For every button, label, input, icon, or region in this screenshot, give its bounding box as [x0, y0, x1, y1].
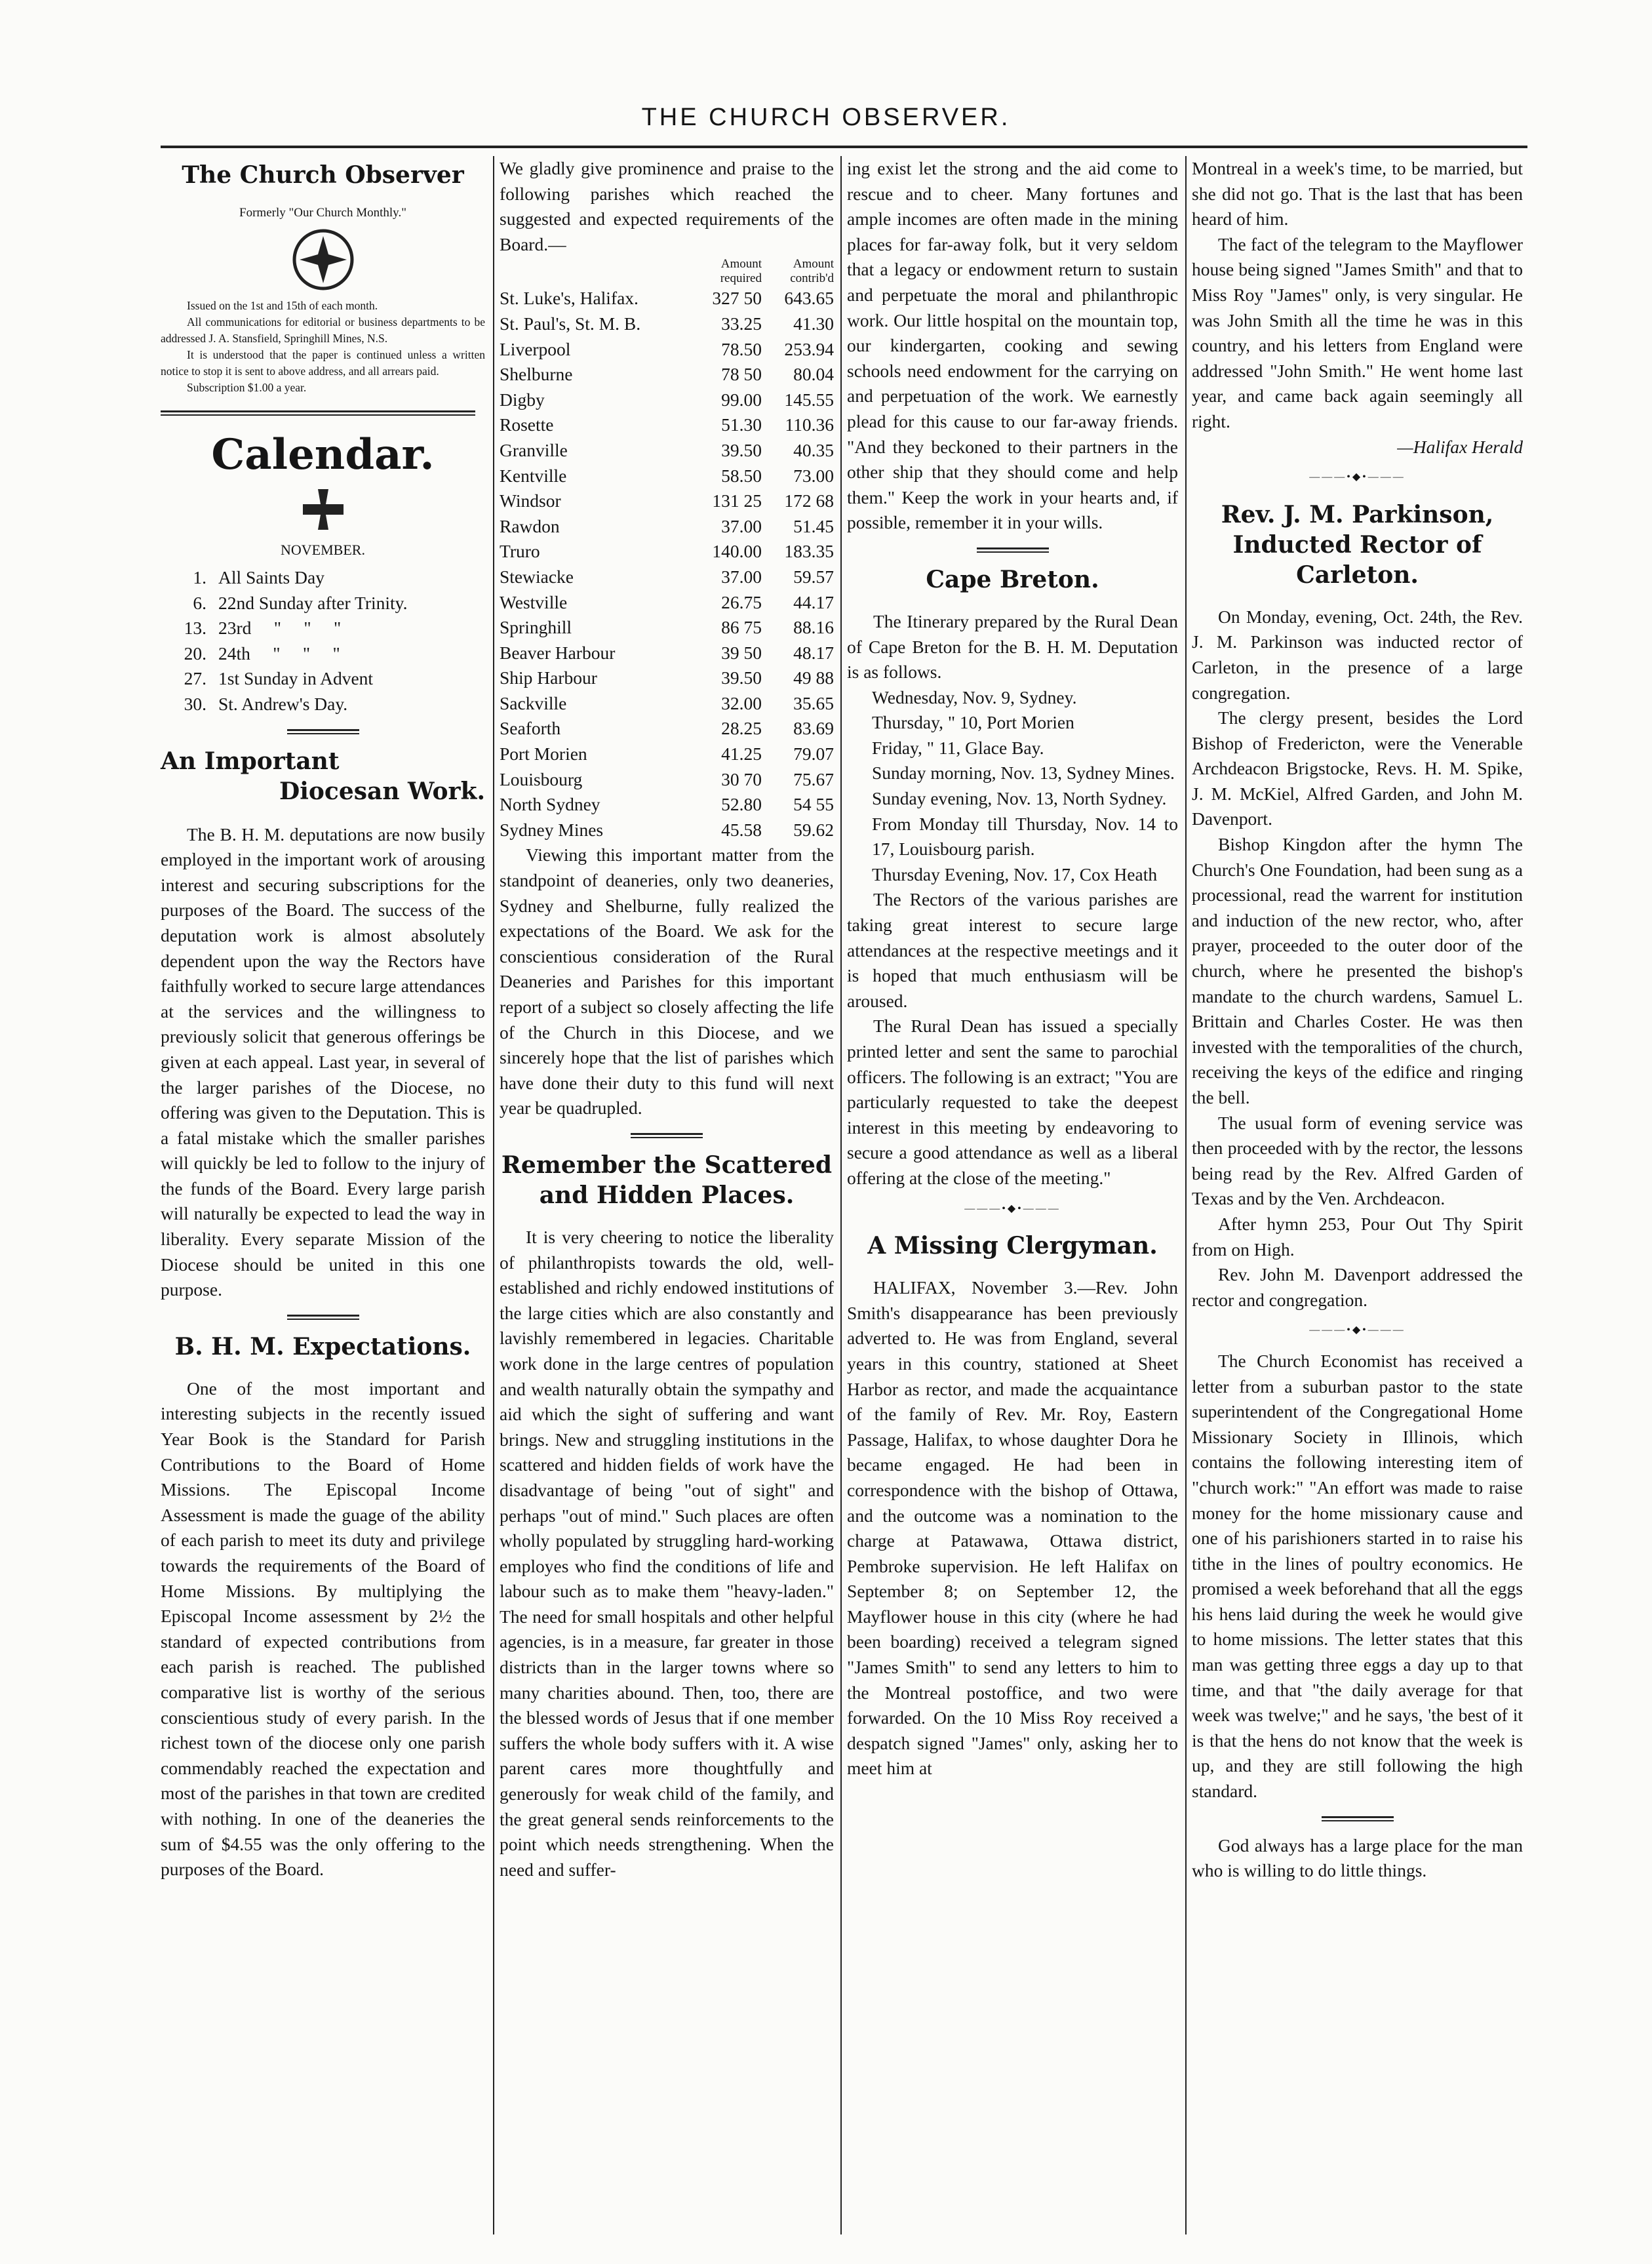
amount-required: 327 50	[712, 288, 762, 309]
table-row	[500, 311, 834, 337]
notice-subscription: Subscription $1.00 a year.	[187, 381, 307, 394]
amount-required: 32.00	[721, 692, 762, 713]
table-row	[500, 286, 834, 311]
cross-icon	[300, 487, 346, 532]
parish-name: Springhill	[500, 617, 572, 638]
amount-required: 99.00	[721, 389, 762, 410]
viewing-text: Viewing this important matter from the standpoint of deaneries, only two deaneries, Sydney and Shelburne, fully realized the expectations of the Board. We ask for the conscientious consideration of the Rural Deaneries and Parishes for this important report of a subject so closely affecting the life of the Church in this Diocese, and we sincerely hope that the list of parishes which have done their duty to this fund will next year be quadrupled.	[500, 844, 834, 1119]
amount-required: 37.00	[721, 515, 762, 536]
amount-contributed: 83.69	[793, 718, 834, 739]
amount-contributed: 79.07	[793, 744, 834, 765]
calendar-entry: 27. 1st Sunday in Advent	[184, 668, 374, 689]
amount-required: 30 70	[721, 768, 762, 789]
calendar-entry: 13. 23rd " " "	[184, 618, 342, 639]
amount-required: 39.50	[721, 439, 762, 460]
parish-name: Liverpool	[500, 338, 571, 359]
divider	[977, 547, 1049, 553]
parkinson-text: The clergy present, besides the Lord Bishop of Fredericton, were the Venerable Archdeacon Brigstocke, Revs. H. M. Spike, J. M. McKiel, Alfred Garden, and John M. Davenport.	[1192, 707, 1523, 829]
parish-name: Ship Harbour	[500, 667, 597, 688]
table-row	[500, 792, 834, 818]
parish-name: Granville	[500, 439, 568, 460]
itinerary-item: From Monday till Thursday, Nov. 14 to 17, Louisbourg parish.	[872, 813, 1178, 860]
remember-continued: ing exist let the strong and the aid come to rescue and to cheer. Many fortunes and ample incomes are often made in the mining places for far-away folk, but it very seldom that a legacy or endowment return to sustain and perpetuate the moral and philanthropic work. Our little hospital on the mountain top, our kindergarten, cooking and sewing schools need endowment for the carrying on and perpetuation of the work. We earnestly plead for this cause to our far-away friends. "And they beckoned to their partners in the other ship that they should come and help them." Keep the work in your hearts and, if possible, remember it in your wills.	[847, 158, 1178, 533]
table-row	[500, 767, 834, 793]
amount-contributed: 41.30	[793, 313, 834, 334]
amount-contributed: 88.16	[793, 617, 834, 638]
amount-contributed: 75.67	[793, 768, 834, 789]
amount-contributed: 54 55	[793, 794, 834, 815]
amount-contributed: 48.17	[793, 642, 834, 663]
itinerary-item: Sunday morning, Nov. 13, Sydney Mines.	[872, 763, 1175, 784]
amount-contributed: 44.17	[793, 591, 834, 612]
table-row	[500, 615, 834, 641]
parkinson-text: Rev. John M. Davenport addressed the rector and congregation.	[1192, 1264, 1523, 1310]
notice-issue: Issued on the 1st and 15th of each month.	[187, 299, 378, 312]
closing-text: God always has a large place for the man who is willing to do little things.	[1192, 1835, 1523, 1881]
missing-continued: Montreal in a week's time, to be married, but she did not go. That is the last that has been heard of him.	[1192, 158, 1523, 229]
itinerary-item: Sunday evening, Nov. 13, North Sydney.	[872, 788, 1167, 809]
ornament-divider: ———•◆•———	[1309, 1324, 1406, 1336]
parish-table	[500, 257, 834, 843]
column-rule-1	[493, 156, 494, 2234]
itinerary	[847, 609, 1178, 888]
amount-required: 39.50	[721, 667, 762, 688]
amount-contributed: 145.55	[784, 389, 834, 410]
column-1	[161, 156, 485, 1882]
parish-name: Rosette	[500, 414, 554, 435]
amount-contributed: 80.04	[793, 364, 834, 385]
amount-contributed: 73.00	[793, 465, 834, 486]
amount-required: 140.00	[712, 541, 762, 562]
amount-contributed: 59.57	[793, 566, 834, 587]
column-rule-2	[840, 156, 842, 2234]
table-row	[500, 641, 834, 666]
paper-subtitle: Formerly "Our Church Monthly."	[239, 206, 406, 220]
amount-contributed: 172 68	[784, 490, 834, 511]
parish-name: Digby	[500, 389, 545, 410]
amount-contributed: 110.36	[785, 414, 834, 435]
amount-contributed: 49 88	[793, 667, 834, 688]
page-masthead: THE CHURCH OBSERVER.	[641, 104, 1011, 131]
parish-name: Kentville	[500, 465, 567, 486]
amount-required: 41.25	[721, 744, 762, 765]
notice-continue: It is understood that the paper is continued unless a written notice to stop it is sent to above address, and all arrears paid.	[161, 348, 485, 378]
masthead-rule	[161, 146, 1527, 148]
divider	[1322, 1816, 1394, 1821]
parish-name: North Sydney	[500, 794, 600, 815]
amount-contributed: 183.35	[784, 541, 834, 562]
paper-title: The Church Observer	[182, 161, 464, 189]
bhm-text: One of the most important and interesting subjects in the recently issued Year Book is the Standard for Parish Contributions to the Board of Home Missions. The Episcopal Income Assessment is made the guage of the ability of each parish to meet its duty and privilege towards the requirements of the Board of Home Missions. By multiplying the Episcopal Income assessment by 2½ the standard of expected contributions from each parish is reached. The published comparative list is worthy of the serious conscientious study of every parish. In the richest town of the diocese only one parish commendably reached the expectation and most of the parishes in that town are credited with nothing. In one of the deaneries the sum of $4.55 was the only offering to the purposes of the Board.	[161, 1378, 485, 1880]
important-text: The B. H. M. deputations are now busily employed in the important work of arousing interest and securing subscriptions for the purposes of the Board. The success of the deputation work is almost absolutely dependent upon the way the Rectors have faithfully worked to secure large attendances at the services and the willingness to previously solicit that generous offerings be given at each appeal. Last year, in several of the larger parishes of the Diocese, no offering was given to the Deputation. This is a fatal mistake which the smaller parishes will quickly be led to follow to the injury of the funds of the Board. Every large parish will naturally be expected to lead the way in liberality. Every separate Mission of the Diocese should be united in this one purpose.	[161, 824, 485, 1300]
remember-title: Remember the Scattered and Hidden Places.	[501, 1151, 833, 1209]
parish-name: Westville	[500, 591, 568, 612]
ornament-divider: ———•◆•———	[1309, 471, 1406, 483]
parish-name: Sydney Mines	[500, 819, 604, 840]
cape-breton-text: The Rectors of the various parishes are taking great interest to secure large attendances at the respective meetings and it is hoped that much enthusiasm will be aroused.	[847, 889, 1178, 1011]
column-4	[1192, 156, 1523, 1884]
amount-contributed: 59.62	[793, 819, 834, 840]
parish-name: Shelburne	[500, 364, 573, 385]
parish-name: St. Luke's, Halifax.	[500, 288, 639, 309]
amount-required: 52.80	[721, 794, 762, 815]
amount-required: 131 25	[712, 490, 762, 511]
source-attribution: —Halifax Herald	[1397, 436, 1523, 457]
parish-name: Sackville	[500, 692, 567, 713]
table-row	[500, 438, 834, 464]
parish-name: Rawdon	[500, 515, 560, 536]
amount-contributed: 51.45	[793, 515, 834, 536]
table-row	[500, 590, 834, 616]
remember-text: It is very cheering to notice the liberality of philanthropists towards the old, well-established and richly endowed institutions of the large cities which are also constantly and lavishly remembered in legacies. Charitable work done in the large centres of population and wealth naturally obtain the sympathy and aid which the sight of suffering and want brings. New and struggling institutions in the scattered and hidden fields of work have the disadvantage of being "out of sight" and perhaps "out of mind." Such places are often wholly populated by struggling hard-working employes who find the conditions of life and labour such as to make them "heavy-laden." The need for small hospitals and other helpful agencies, is in a measure, far greater in those districts than in the larger towns where so many charities abound. Then, too, there are the blessed words of Jesus that if one member suffers the whole body suffers with it. A wise parent cares more thoughtfully and generously for weak child of the family, and the great general sends reinforcements to the point which needs strengthening. When the need and suffer-	[500, 1226, 834, 1880]
calendar-list	[161, 565, 485, 717]
amount-required: 37.00	[721, 566, 762, 587]
column-3	[847, 156, 1178, 1781]
table-row	[500, 665, 834, 691]
parkinson-text: Bishop Kingdon after the hymn The Church's One Foundation, had been sung as a processional, read the warrent for institution and induction of the new rector, who, after prayer, proceeded to the outer door of the church, where he presented the bishop's mandate to the church wardens, Samuel L. Brittain and Charles Coster. He was then invested with the temporalities of the church, receiving the keys of the edifice and ringing the bell.	[1192, 834, 1523, 1107]
calendar-entry: 20. 24th " " "	[184, 643, 340, 664]
calendar-entry: 6. 22nd Sunday after Trinity.	[193, 592, 408, 613]
parishes-intro: We gladly give prominence and praise to the following parishes which reached the suggested and expected requirements of the Board.—	[500, 158, 834, 254]
header-contributed: Amount contrib'd	[790, 257, 834, 286]
amount-required: 58.50	[721, 465, 762, 486]
amount-contributed: 40.35	[793, 439, 834, 460]
parish-name: St. Paul's, St. M. B.	[500, 313, 641, 334]
amount-contributed: 35.65	[793, 692, 834, 713]
calendar-entry: 30. St. Andrew's Day.	[184, 693, 348, 714]
cape-breton-title: Cape Breton.	[926, 565, 1099, 593]
divider	[161, 410, 475, 416]
telegram-text: The fact of the telegram to the Mayflower house being signed "James Smith" and that to Miss Roy "James" only, is very singular. He was John Smith all the time he was in this country, and his letters from England were addressed "John Smith." He went home last year, and came back again seemingly all right.	[1192, 233, 1523, 431]
table-header	[500, 257, 834, 286]
divider	[287, 1315, 359, 1320]
parish-name: Truro	[500, 541, 540, 562]
important-title: An Important Diocesan Work.	[161, 747, 485, 805]
itinerary-item: Thursday, " 10, Port Morien	[872, 712, 1074, 733]
emblem-icon	[290, 227, 356, 292]
parish-name: Stewiacke	[500, 566, 574, 587]
amount-required: 78.50	[721, 338, 762, 359]
itinerary-item: Thursday Evening, Nov. 17, Cox Heath	[872, 864, 1158, 884]
column-2	[500, 156, 834, 1882]
parkinson-title: Rev. J. M. Parkinson, Inducted Rector of Carleton.	[1221, 500, 1494, 589]
table-row	[500, 539, 834, 565]
notice-address: All communications for editorial or business departments to be addressed J. A. Stansfield, Springhill Mines, N.S.	[161, 315, 485, 345]
amount-required: 26.75	[721, 591, 762, 612]
parish-name: Windsor	[500, 490, 561, 511]
parish-name: Port Morien	[500, 744, 587, 765]
divider	[631, 1133, 703, 1138]
ornament-divider: ———•◆•———	[964, 1202, 1061, 1214]
rural-dean-text: The Rural Dean has issued a specially printed letter and sent the same to parochial officers. The following is an extract; "You are particularly requested to take the deepest interest in this meeting by endeavoring to secure a good attendance as well as a liberal offering at the close of the meeting."	[847, 1016, 1178, 1188]
amount-required: 45.58	[721, 819, 762, 840]
table-row	[500, 412, 834, 438]
missing-title: A Missing Clergyman.	[867, 1232, 1158, 1260]
amount-required: 51.30	[721, 414, 762, 435]
amount-required: 33.25	[721, 313, 762, 334]
itinerary-item: Friday, " 11, Glace Bay.	[872, 737, 1044, 758]
table-row	[500, 514, 834, 540]
table-row	[500, 818, 834, 843]
table-row	[500, 337, 834, 363]
table-row	[500, 464, 834, 489]
amount-required: 39 50	[721, 642, 762, 663]
amount-contributed: 643.65	[784, 288, 834, 309]
cape-breton-intro: The Itinerary prepared by the Rural Dean of Cape Breton for the B. H. M. Deputation is as follows.	[847, 610, 1178, 683]
calendar-title: Calendar.	[211, 430, 435, 479]
parish-name: Louisbourg	[500, 768, 583, 789]
table-row	[500, 362, 834, 387]
parkinson-text: On Monday, evening, Oct. 24th, the Rev. J. M. Parkinson was inducted rector of Carleton, in the presence of a large congregation.	[1192, 606, 1523, 703]
table-row	[500, 716, 834, 742]
amount-contributed: 253.94	[784, 338, 834, 359]
calendar-entry: 1. All Saints Day	[193, 567, 324, 587]
divider	[287, 729, 359, 734]
table-row	[500, 742, 834, 767]
parish-name: Beaver Harbour	[500, 642, 616, 663]
parish-name: Seaforth	[500, 718, 561, 739]
parkinson-text: The usual form of evening service was then proceeded with by the rector, the lessons being read by the Rev. Alfred Garden of Texas and by the Ven. Archdeacon.	[1192, 1112, 1523, 1209]
amount-required: 86 75	[721, 617, 762, 638]
table-row	[500, 387, 834, 413]
column-rule-3	[1185, 156, 1187, 2234]
itinerary-item: Wednesday, Nov. 9, Sydney.	[872, 686, 1077, 707]
amount-required: 78 50	[721, 364, 762, 385]
parkinson-text: After hymn 253, Pour Out Thy Spirit from on High.	[1192, 1213, 1523, 1260]
calendar-month: NOVEMBER.	[281, 542, 365, 558]
missing-text: HALIFAX, November 3.—Rev. John Smith's disappearance has been previously adverted to. He was from England, several years in this country, stationed at Sheet Harbor as rector, and made the acquaintance of the family of Rev. Mr. Roy, Eastern Passage, Halifax, to whose daughter Dora he became engaged. He had been in correspondence with the bishop of Ottawa, and the outcome was a nomination to the charge at Patawawa, Ottawa district, Pembroke supervision. He left Halifax on September 8; on September 12, the Mayflower house in this city (where he had been boarding) received a telegram signed "James Smith" to send any letters to him to the Montreal postoffice, and two were forwarded. On the 10 Miss Roy received a despatch signed "James" only, asking her to meet him at	[847, 1277, 1178, 1779]
amount-required: 28.25	[721, 718, 762, 739]
header-required: Amount required	[720, 257, 762, 286]
table-row	[500, 565, 834, 590]
table-row	[500, 488, 834, 514]
economist-text: The Church Economist has received a letter from a suburban pastor to the state superintendent of the Congregational Home Missionary Society in Illinois, which contains the following interesting item of "church work:" "An effort was made to raise money for the home missionary cause and one of his parishioners started in to raise his tithe in the lines of poultry economics. He promised a week beforehand that all the eggs his hens laid during the week he would give to home missions. The letter states that this man was getting three eggs a day up to that time, and that "the daily average for that week was twelve;" and he says, 'the best of it is that the hens do not know that the week is up, and they are still following the high standard.	[1192, 1350, 1523, 1802]
bhm-title: B. H. M. Expectations.	[174, 1332, 471, 1360]
table-row	[500, 691, 834, 717]
